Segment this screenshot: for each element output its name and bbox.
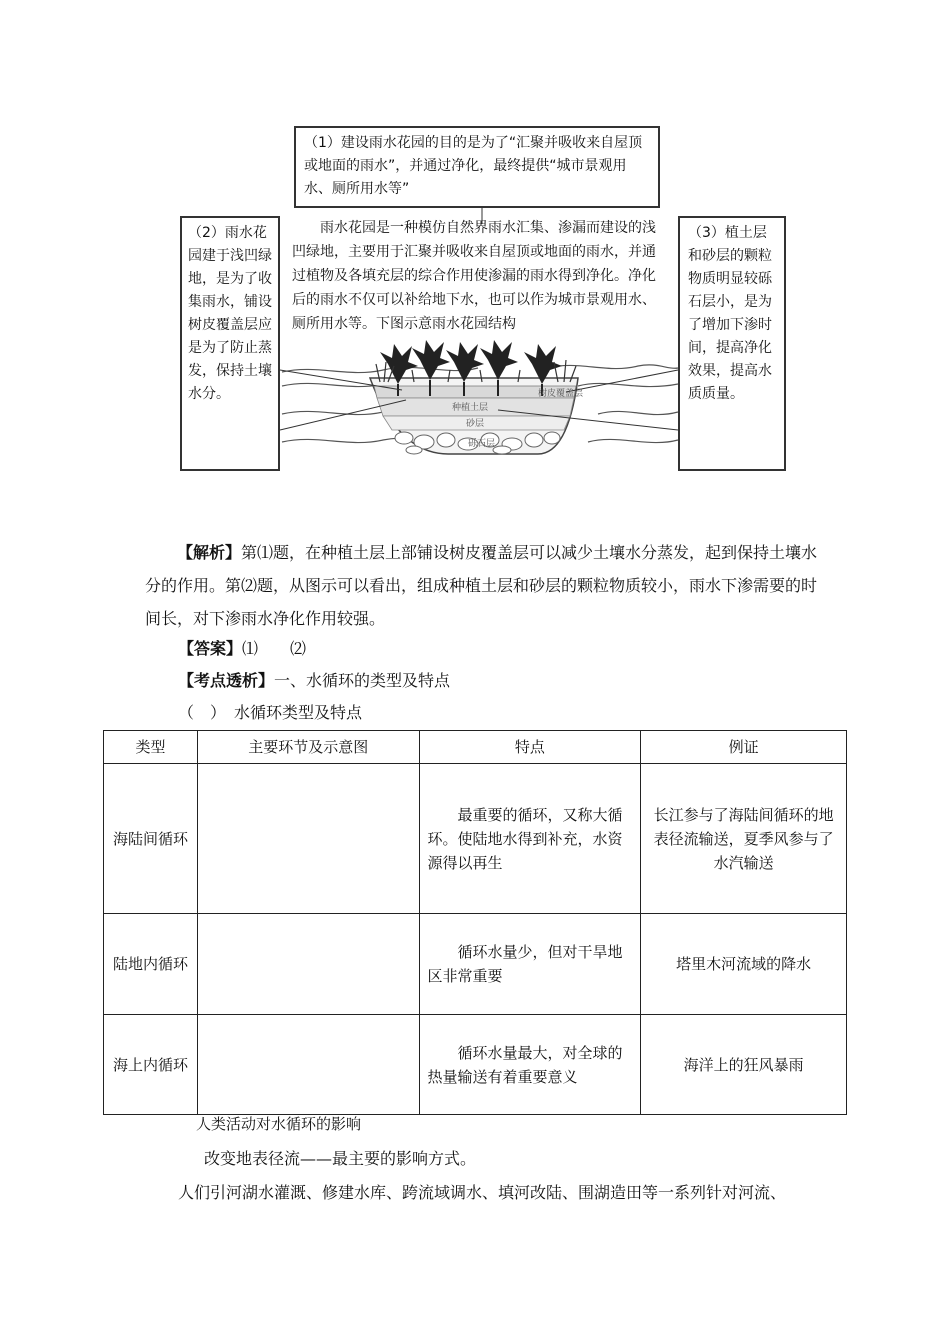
analysis-text: 第⑴题，在种植土层上部铺设树皮覆盖层可以减少土壤水分蒸发，起到保持土壤水分的作用。第⑵题，从图示可以看出，组成种植土层和砂层的颗粒物质较小，雨水下渗需要的时间长，对下渗雨水净化作用较强。	[145, 543, 818, 628]
points-tag: 【考点透析】	[178, 671, 275, 690]
row-diagram	[197, 914, 419, 1015]
points-line	[178, 664, 858, 697]
table-row	[104, 764, 847, 914]
table-row	[104, 1015, 847, 1115]
callout-soil-sand-layers: （3）植土层和砂层的颗粒物质明显较砾石层小，是为了增加下渗时间，提高净化效果，提高水质质量。	[678, 216, 786, 471]
row-type: 海上内循环	[104, 1015, 198, 1115]
figure-intro-text: 雨水花园是一种模仿自然界雨水汇集、渗漏而建设的浅凹绿地，主要用于汇聚并吸收来自屋顶或地面的雨水，并通过植物及各填充层的综合作用使渗漏的雨水得到净化。净化后的雨水不仅可以补给地下水，也可以作为城市景观用水、厕所用水等。下图示意雨水花园结构	[292, 220, 656, 332]
header-feature: 特点	[419, 731, 641, 764]
table-subheading: （ ） 水循环类型及特点	[178, 703, 363, 722]
row-feature: 循环水量少，但对干旱地区非常重要	[419, 914, 641, 1015]
water-cycle-table	[103, 730, 847, 1115]
row-type: 海陆间循环	[104, 764, 198, 914]
points-text: 一、水循环的类型及特点	[274, 671, 451, 690]
soil-layer-label: 种植土层	[452, 403, 489, 413]
callout-purpose: （1）建设雨水花园的目的是为了“汇聚并吸收来自屋顶或地面的雨水”，并通过净化，最终提供“城市景观用水、厕所用水等”	[294, 126, 660, 208]
row-feature: 最重要的循环，又称大循环。使陆地水得到补充，水资源得以再生	[419, 764, 641, 914]
row-example: 塔里木河流域的降水	[641, 914, 847, 1015]
analysis-tag: 【解析】	[177, 543, 242, 562]
answer-line	[178, 632, 858, 665]
rain-garden-figure	[178, 124, 788, 474]
header-type: 类型	[104, 731, 198, 764]
callout-bark-layer: （2）雨水花园建于浅凹绿地，是为了收集雨水，铺设树皮覆盖层应是为了防止蒸发，保持土壤水分。	[180, 216, 280, 471]
sand-layer-label: 砂层	[466, 419, 485, 429]
answer-tag: 【答案】	[178, 639, 243, 658]
header-example: 例证	[641, 731, 847, 764]
gravel-layer-label: 砾石层	[468, 439, 496, 449]
row-type: 陆地内循环	[104, 914, 198, 1015]
row-example: 海洋上的狂风暴雨	[641, 1015, 847, 1115]
human-impact-heading: 人类活动对水循环的影响	[196, 1115, 362, 1133]
analysis-paragraph	[145, 536, 825, 635]
surface-runoff-line: 改变地表径流——最主要的影响方式。	[204, 1149, 477, 1168]
row-diagram	[197, 764, 419, 914]
answer-text: ⑴ ⑵	[242, 639, 307, 658]
header-diagram: 主要环节及示意图	[197, 731, 419, 764]
human-activity-line: 人们引河湖水灌溉、修建水库、跨流域调水、填河改陆、围湖造田等一系列针对河流、	[178, 1183, 787, 1202]
table-row	[104, 914, 847, 1015]
row-feature: 循环水量最大，对全球的热量输送有着重要意义	[419, 1015, 641, 1115]
table-header-row	[104, 731, 847, 764]
row-example: 长江参与了海陆间循环的地表径流输送，夏季风参与了水汽输送	[641, 764, 847, 914]
row-diagram	[197, 1015, 419, 1115]
bark-layer-label: 树皮覆盖层	[538, 389, 584, 399]
